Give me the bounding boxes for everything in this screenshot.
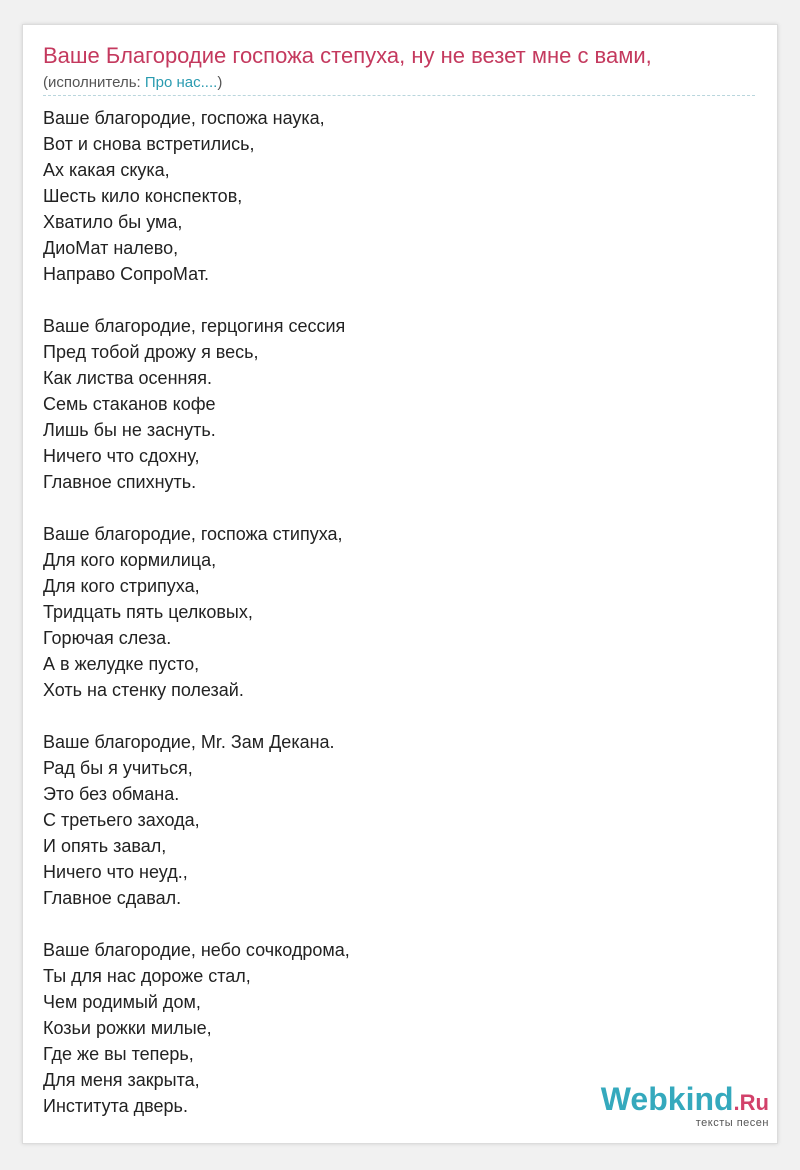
song-title: Ваше Благородие госпожа степуха, ну не везет мне с вами, [43, 43, 652, 68]
lyric-line: Чем родимый дом, [43, 992, 201, 1012]
lyric-line: Как листва осенняя. [43, 368, 212, 388]
lyric-line: А в желудке пусто, [43, 654, 200, 674]
lyrics-page [22, 24, 778, 1144]
stanza [43, 521, 350, 703]
lyric-line: Ваше благородие, госпожа стипуха, [43, 524, 343, 544]
lyric-line: Хватило бы ума, [43, 212, 183, 232]
lyric-line: Ничего что неуд., [43, 862, 188, 882]
lyric-line: Ты для нас дороже стал, [43, 966, 251, 986]
lyric-line: Козьи рожки милые, [43, 1018, 212, 1038]
logo-main-text: Webkind [600, 1081, 734, 1117]
lyric-line: Ах какая скука, [43, 160, 170, 180]
webkind-logo[interactable] [601, 1083, 769, 1129]
stanza [43, 313, 350, 495]
lyric-line: Семь стаканов кофе [43, 394, 216, 414]
lyric-line: Направо СопроМат. [43, 264, 209, 284]
lyric-line: Ваше благородие, Mr. Зам Декана. [43, 732, 335, 752]
lyric-line: Рад бы я учиться, [43, 758, 193, 778]
logo-wordmark [601, 1083, 769, 1119]
lyric-line: Шесть кило конспектов, [43, 186, 243, 206]
lyric-line: Главное сдавал. [43, 888, 182, 908]
lyric-line: Для кого кормилица, [43, 550, 217, 570]
lyric-line: Вот и снова встретились, [43, 134, 255, 154]
lyric-line: Это без обмана. [43, 784, 180, 804]
performer-line [43, 74, 222, 91]
lyric-line: Для меня закрыта, [43, 1070, 200, 1090]
lyric-line: ДиоМат налево, [43, 238, 179, 258]
lyric-line: Ваше благородие, небо сочкодрома, [43, 940, 350, 960]
stanza [43, 105, 350, 287]
lyric-line: Где же вы теперь, [43, 1044, 194, 1064]
lyric-line: Ваше благородие, герцогиня сессия [43, 316, 346, 336]
lyric-line: Пред тобой дрожу я весь, [43, 342, 259, 362]
performer-link[interactable]: Про нас.... [144, 74, 218, 91]
lyric-line: Ваше благородие, госпожа наука, [43, 108, 325, 128]
performer-prefix: (исполнитель: [43, 74, 145, 91]
lyric-line: Горючая слеза. [43, 628, 172, 648]
lyric-line: Главное спихнуть. [43, 472, 197, 492]
title-divider [43, 95, 755, 96]
lyric-line: Института дверь. [43, 1096, 188, 1116]
lyrics-body [43, 105, 350, 1145]
lyric-line: Лишь бы не заснуть. [43, 420, 216, 440]
lyric-line: Тридцать пять целковых, [43, 602, 253, 622]
lyric-line: Для кого стрипуха, [43, 576, 200, 596]
performer-suffix: ) [217, 74, 223, 91]
lyric-line: И опять завал, [43, 836, 167, 856]
stanza [43, 729, 350, 911]
logo-tld-text: .Ru [733, 1090, 769, 1115]
lyric-line: Хоть на стенку полезай. [43, 680, 244, 700]
stanza [43, 937, 350, 1119]
logo-tagline: тексты песен [695, 1117, 769, 1129]
lyric-line: С третьего захода, [43, 810, 200, 830]
lyric-line: Ничего что сдохну, [43, 446, 200, 466]
